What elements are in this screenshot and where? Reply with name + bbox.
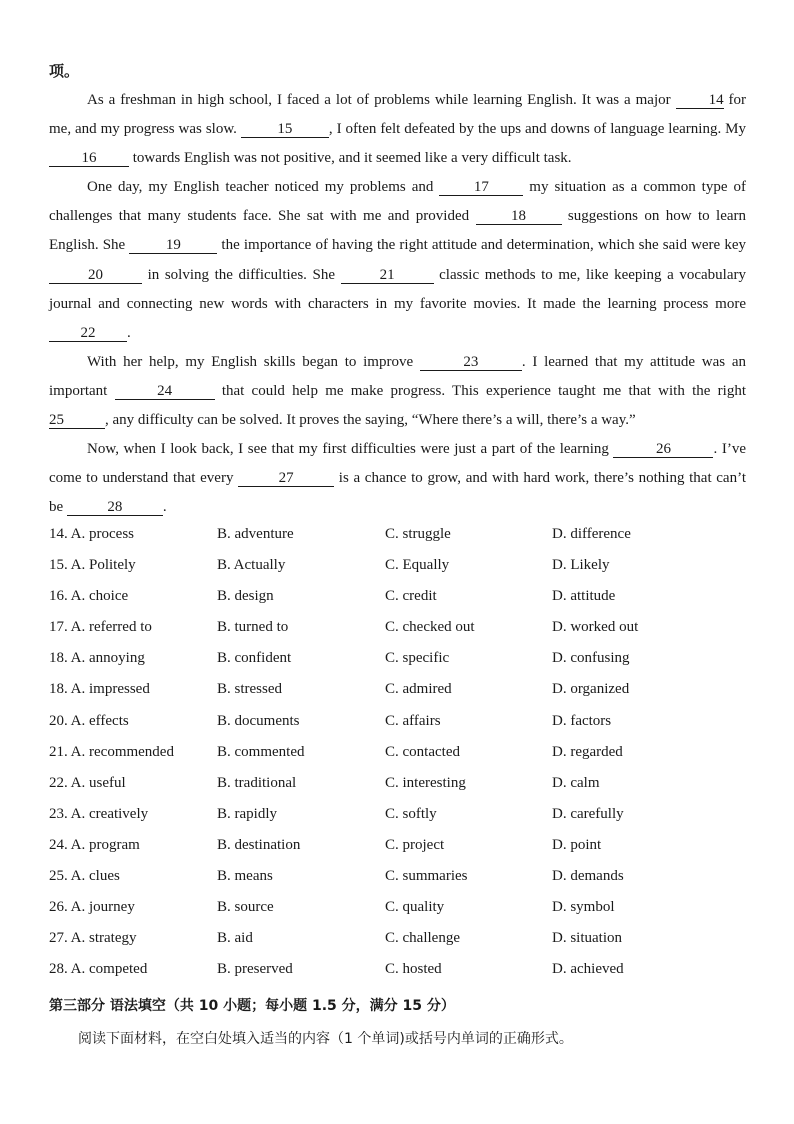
option-d: D. demands xyxy=(552,868,624,885)
option-a: 18. A. annoying xyxy=(49,650,145,667)
option-c: C. credit xyxy=(385,588,437,605)
passage-text: . xyxy=(162,499,167,516)
option-d: D. difference xyxy=(552,526,631,542)
option-a: 22. A. useful xyxy=(49,774,126,791)
passage-text: . I learned that my attitude was an important xyxy=(49,353,746,399)
blank-14: 14 xyxy=(676,92,724,109)
option-d: D. calm xyxy=(552,774,600,791)
passage-text: , I often felt defeated by the ups and downs of language learning. My xyxy=(328,121,746,138)
option-row xyxy=(49,557,769,588)
blank-18: 18 xyxy=(476,208,562,225)
option-c: C. checked out xyxy=(385,619,475,636)
blank-22: 22 xyxy=(49,325,127,342)
blank-23: 23 xyxy=(420,354,522,371)
option-row xyxy=(49,650,769,681)
option-c: C. softly xyxy=(385,805,437,822)
option-a: 18. A. impressed xyxy=(49,681,150,698)
option-b: B. rapidly xyxy=(217,805,277,822)
option-b: B. means xyxy=(217,868,273,885)
option-row xyxy=(49,868,769,899)
option-row xyxy=(49,619,769,650)
option-c: C. Equally xyxy=(385,557,450,574)
passage-text: towards English was not positive, and it seemed like a very difficult task. xyxy=(129,150,572,167)
option-b: B. turned to xyxy=(217,619,289,636)
option-b: B. traditional xyxy=(217,774,297,791)
blank-19: 19 xyxy=(129,237,217,254)
option-c: C. admired xyxy=(385,681,452,698)
blank-25: 25 xyxy=(49,412,105,429)
passage-text: . xyxy=(127,324,131,341)
option-row xyxy=(49,744,769,775)
option-d: D. worked out xyxy=(552,619,639,636)
option-d: D. attitude xyxy=(552,588,616,605)
option-row xyxy=(49,806,769,837)
option-d: D. situation xyxy=(552,930,622,947)
option-b: B. source xyxy=(217,899,274,916)
option-row xyxy=(49,775,769,806)
option-c: C. contacted xyxy=(385,743,460,760)
option-row xyxy=(49,899,769,930)
option-b: B. documents xyxy=(217,712,300,729)
option-a: 26. A. journey xyxy=(49,899,135,916)
option-row xyxy=(49,588,769,619)
option-a: 15. A. Politely xyxy=(49,557,136,574)
passage-text: for me, and my progress was slow. xyxy=(49,92,746,138)
option-d: D. carefully xyxy=(552,805,624,822)
option-d: D. symbol xyxy=(552,899,615,916)
blank-27: 27 xyxy=(238,470,334,487)
option-a: 14. A. process xyxy=(49,526,134,542)
passage-text: classic methods to me, like keeping a vocabulary journal and connecting new words with characters in my favorite movies. It made the learning process more xyxy=(49,266,747,312)
option-c: C. interesting xyxy=(385,774,466,791)
passage-text: in solving the difficulties. She xyxy=(142,266,341,283)
option-b: B. aid xyxy=(217,930,253,947)
option-d: D. Likely xyxy=(552,557,610,574)
option-d: D. organized xyxy=(552,681,630,698)
option-c: C. hosted xyxy=(385,961,442,978)
option-a: 17. A. referred to xyxy=(49,619,152,636)
option-a: 24. A. program xyxy=(49,836,140,853)
passage-text: As a freshman in high school, I faced a lot of problems while learning English. It was a major xyxy=(87,92,676,108)
blank-17: 17 xyxy=(439,179,523,196)
option-d: D. confusing xyxy=(552,650,630,667)
option-row xyxy=(49,713,769,744)
passage-text: the importance of having the right attitude and determination, which she said were key xyxy=(217,237,746,254)
passage-text: One day, my English teacher noticed my problems and xyxy=(87,179,440,196)
option-c: C. summaries xyxy=(385,868,468,885)
option-row xyxy=(49,837,769,868)
paragraph-2 xyxy=(49,173,746,348)
passage-text: my situation as a common type of challenges that many students face. She sat with me and provided xyxy=(49,179,746,225)
option-c: C. quality xyxy=(385,899,445,916)
paragraph-1 xyxy=(49,86,746,173)
passage-text: Now, when I look back, I see that my first difficulties were just a part of the learning xyxy=(87,441,614,458)
option-c: C. affairs xyxy=(385,712,441,729)
option-b: B. destination xyxy=(217,836,301,853)
section-3-instruction: 阅读下面材料，在空白处填入适当的内容（1 个单词)或括号内单词的正确形式。 xyxy=(78,1031,573,1047)
option-d: D. regarded xyxy=(552,743,623,760)
answer-options xyxy=(49,526,769,992)
passage-text: . I’ve come to understand that every xyxy=(49,441,746,487)
option-row xyxy=(49,526,769,557)
paragraph-4 xyxy=(49,435,746,522)
blank-21: 21 xyxy=(341,267,434,284)
section-3-title: 第三部分 语法填空（共 10 小题；每小题 1.5 分，满分 15 分） xyxy=(49,998,455,1014)
option-c: C. challenge xyxy=(385,930,460,947)
option-a: 16. A. choice xyxy=(49,588,129,605)
option-a: 25. A. clues xyxy=(49,868,120,885)
blank-24: 24 xyxy=(115,383,215,400)
option-b: B. design xyxy=(217,588,274,605)
blank-16: 16 xyxy=(49,150,129,167)
blank-28: 28 xyxy=(67,499,163,516)
paragraph-3 xyxy=(49,348,746,435)
option-c: C. project xyxy=(385,836,445,853)
passage-text: With her help, my English skills began to improve xyxy=(87,353,420,370)
passage-text: , any difficulty can be solved. It proves the saying, “Where there’s a will, there’s a way.” xyxy=(105,412,636,429)
option-a: 23. A. creatively xyxy=(49,805,149,822)
option-row xyxy=(49,930,769,961)
blank-15: 15 xyxy=(241,121,329,138)
option-d: D. achieved xyxy=(552,961,624,978)
option-a: 21. A. recommended xyxy=(49,743,174,760)
blank-26: 26 xyxy=(613,441,713,458)
passage-text: suggestions on how to learn English. She xyxy=(49,208,747,254)
option-a: 27. A. strategy xyxy=(49,930,137,947)
option-a: 20. A. effects xyxy=(49,712,129,729)
passage-text: that could help me make progress. This experience taught me that with the right xyxy=(214,382,746,399)
option-b: B. Actually xyxy=(217,557,286,574)
cloze-passage xyxy=(49,86,746,522)
blank-20: 20 xyxy=(49,267,142,284)
option-c: C. specific xyxy=(385,650,450,667)
option-d: D. factors xyxy=(552,712,612,729)
option-b: B. stressed xyxy=(217,681,282,698)
option-b: B. adventure xyxy=(217,526,294,542)
option-d: D. point xyxy=(552,836,602,853)
option-b: B. preserved xyxy=(217,961,293,978)
option-b: B. confident xyxy=(217,650,292,667)
option-a: 28. A. competed xyxy=(49,961,148,978)
passage-text: is a chance to grow, and with hard work, there’s nothing that can’t be xyxy=(49,470,746,516)
option-c: C. struggle xyxy=(385,526,451,542)
option-row xyxy=(49,681,769,712)
option-row xyxy=(49,961,769,992)
option-b: B. commented xyxy=(217,743,305,760)
continued-heading: 项。 xyxy=(49,62,80,80)
